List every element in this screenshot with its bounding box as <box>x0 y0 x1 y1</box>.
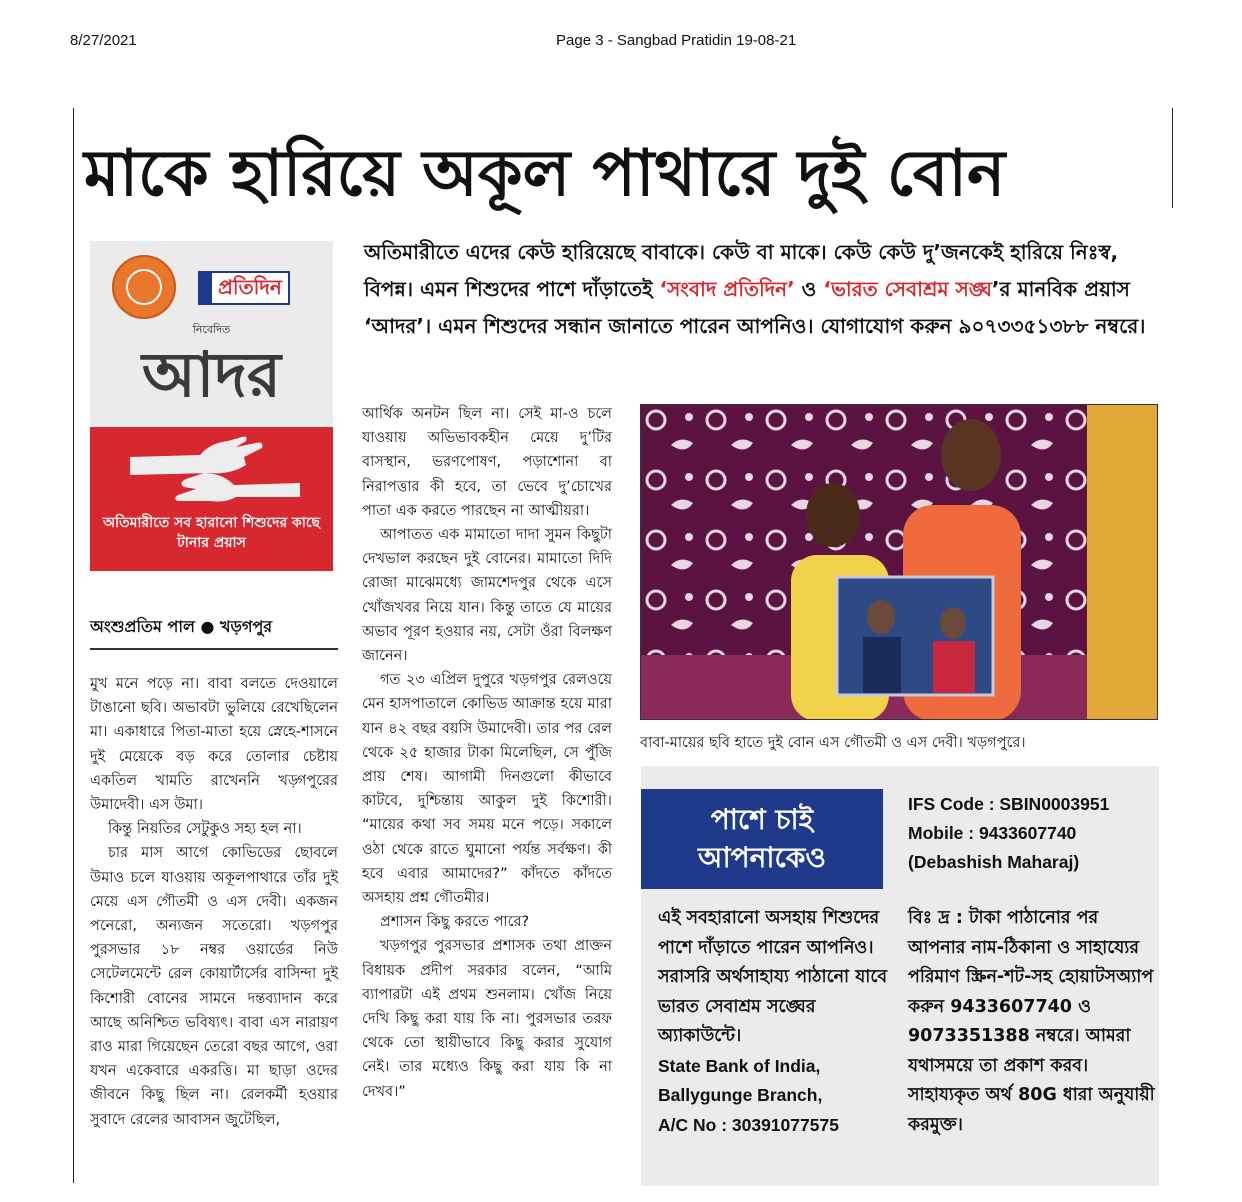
article-paragraph: প্রশাসন কিছু করতে পারে? <box>380 914 530 931</box>
account-number: A/C No : 30391077575 <box>658 1114 839 1135</box>
byline: অংশুপ্রতিম পাল ● খড়গপুর <box>90 617 273 636</box>
print-title: Page 3 - Sangbad Pratidin 19-08-21 <box>556 32 797 49</box>
seva-sangha-seal-icon <box>112 255 176 319</box>
appeal-heading-line: পাশে চাই <box>710 803 814 836</box>
intro-text <box>364 234 1154 345</box>
ifs-code: IFS Code : SBIN0003951 <box>908 794 1110 814</box>
intro-highlight: ‘সংবাদ প্রতিদিন’ <box>659 277 795 301</box>
byline-rule <box>90 648 338 650</box>
sisters-photo-illustration <box>641 405 1158 720</box>
article-column-1 <box>90 672 338 1132</box>
appeal-note <box>908 904 1158 1140</box>
article-paragraph: কিন্তু নিয়তির সেটুকুও সহ্য হল না। <box>108 821 302 838</box>
intro-part: অতিমারীতে এদের কেউ হারিয়েছে বাবাকে। কেউ বা মাকে। কেউ কেউ দু’জনকেই হারিয়ে নিঃস্ব, বিপন্ন। এমন শিশুদের পাশে দাঁড়াতেই <box>364 240 1119 301</box>
pratidin-logo <box>198 271 290 305</box>
contact-name: (Debashish Maharaj) <box>908 852 1080 873</box>
print-date: 8/27/2021 <box>70 32 137 49</box>
mobile-number: Mobile : 9433607740 <box>908 823 1077 844</box>
appeal-message: এই সবহারানো অসহায় শিশুদের পাশে দাঁড়াতে পারেন আপনিও। সরাসরি অর্থসাহায্য পাঠানো যাবে ভারত সেবাশ্রম সঙ্ঘের অ্যাকাউন্টে। <box>658 908 888 1046</box>
campaign-tagline: অতিমারীতে সব হারানো শিশুদের কাছে টানার প্রয়াস <box>102 515 321 551</box>
appeal-heading-line: আপনাকেও <box>698 841 826 874</box>
campaign-title: আদর <box>142 338 281 411</box>
reaching-hands-icon <box>130 435 300 507</box>
article-paragraph: খড়গপুর পুরসভার প্রশাসক তথা প্রাক্তন বিধায়ক প্রদীপ সরকার বলেন, “আমি ব্যাপারটা এই প্রথম শুনলাম। খোঁজ নিয়ে দেখি কিছু করা যায় কি না। পুরসভার তরফ থেকে তো স্থায়ীভাবে কিছু করার সুযোগ নেই। তার মধ্যেও কিছু করা যায় কি না দেখব।” <box>362 938 612 1100</box>
article-paragraph: আপাতত এক মামাতো দাদা সুমন কিছুটা দেখভাল করছেন দুই বোনের। মামাতো দিদি রোজা মাঝেমধ্যে জামশেদপুর থেকে এসে খোঁজখবর নিয়ে যান। কিন্তু তাতে যে মায়ের অভাব পূরণ হওয়ার নয়, সেটা ওঁরা বিলক্ষণ জানেন। <box>362 527 612 665</box>
note-text: আমরা যথাসময়ে তা প্রকাশ করব। সাহায্যকৃত অর্থ 80G ধারা অনুযায়ী করমুক্ত। <box>908 1026 1155 1135</box>
tagline-band <box>90 427 333 571</box>
intro-highlight: ‘ভারত সেবাশ্রম সঙ্ঘ <box>823 277 992 301</box>
bank-name: State Bank of India, <box>658 1055 821 1076</box>
article-paragraph: চার মাস আগে কোভিডের ছোবলে উমাও চলে যাওয়ায় অকূলপাথারে তাঁর দুই মেয়ে এস গৌতমী ও এস দেবী। একজন পনেরো, অন্যজন সতেরো। খড়গপুর পুরসভার ১৮ নম্বর ওয়ার্ডের নিউ সেটেলমেন্টে রেল কোয়ার্টার্সের বাসিন্দা দুই কিশোরী বোনের সামনে দন্তব্যাদান করে আছে অনিশ্চিত ভবিষ্যৎ। বাবা এস নারায়ণ রাও মারা গিয়েছেন তেরো বছর আগে, ওরা যখন একেবারে একরত্তি। মা ছাড়া ওদের জীবনে কিছু ছিল না। রেলকর্মী হওয়ার সুবাদে রেলের আবাসন জুটেছিল, <box>90 845 338 1128</box>
left-rule <box>73 108 74 1183</box>
article-paragraph: মুখ মনে পড়ে না। বাবা বলতে দেওয়ালে টাঙানো ছবি। অভাবটা ভুলিয়ে রেখেছিলেন মা। একাধারে পিতা-মাতা হয়ে স্নেহে-শাসনে দুই মেয়েকে বড় করে তোলার চেষ্টায় একতিল খামতি রাখেননি খড়্গপুরের উমাদেবী। এস উমা। <box>90 676 338 814</box>
bank-branch: Ballygunge Branch, <box>658 1085 823 1105</box>
intro-part: ও <box>794 277 824 301</box>
pratidin-wordmark: প্রতিদিন <box>210 271 290 305</box>
presented-label: নিবেদিত <box>192 323 231 336</box>
appeal-text <box>658 904 898 1140</box>
photo-caption: বাবা-মায়ের ছবি হাতে দুই বোন এস গৌতমী ও এস দেবী। খড়গপুরে। <box>640 735 1026 751</box>
right-rule <box>1172 108 1173 208</box>
article-paragraph: আর্থিক অনটন ছিল না। সেই মা-ও চলে যাওয়ায় অভিভাবকহীন মেয়ে দু’টির বাসস্থান, ভরণপোষণ, পড়াশোনা বা নিরাপত্তার কী হবে, তা ভেবে দু’চোখের পাতা এক করতে পারছেন না আত্মীয়রা। <box>362 406 612 519</box>
article-paragraph: গত ২৩ এপ্রিল দুপুরে খড়গপুর রেলওয়ে মেন হাসপাতালে কোভিড আক্রান্ত হয়ে মারা যান ৪২ বছর বয়সি উমাদেবী। তার পর রেল থেকে ২৫ হাজার টাকা মিলেছিল, সে পুঁজি প্রায় শেষ। আগামী দিনগুলো কীভাবে কাটবে, দুশ্চিন্তায় আকুল দুই কিশোরী। “মায়ের কথা সব সময় মনে পড়ে। সকালে ওঠা থেকে রাতে ঘুমানো পর্যন্ত সর্বক্ষণ। কী হবে এবার আমাদের?” কাঁদতে কাঁদতে অসহায় প্রশ্ন গৌতমীর। <box>362 672 612 907</box>
article-column-2 <box>362 402 612 1104</box>
bank-details <box>908 790 1158 878</box>
note-text: বিঃ দ্র : টাকা পাঠানোর পর আপনার নাম-ঠিকানা ও সাহায্যের পরিমাণ স্ক্রিন-শট-সহ হোয়াটসঅ্যাপ করুন <box>908 908 1154 1017</box>
headline: মাকে হারিয়ে অকূল পাথারে দুই বোন <box>84 136 1006 211</box>
appeal-heading <box>641 789 883 889</box>
article-photo <box>640 404 1158 720</box>
campaign-logo <box>90 241 333 571</box>
note-phones: 9433607740 ও 9073351388 নম্বরে। <box>908 996 1091 1046</box>
intro-part: ’র মানবিক প্রয়াস ‘আদর’। এমন শিশুদের সন্ধান জানাতে পারেন আপনিও। যোগাযোগ করুন ৯০৭৩৩৫১৩৮৮ নম্বরে। <box>364 277 1146 338</box>
